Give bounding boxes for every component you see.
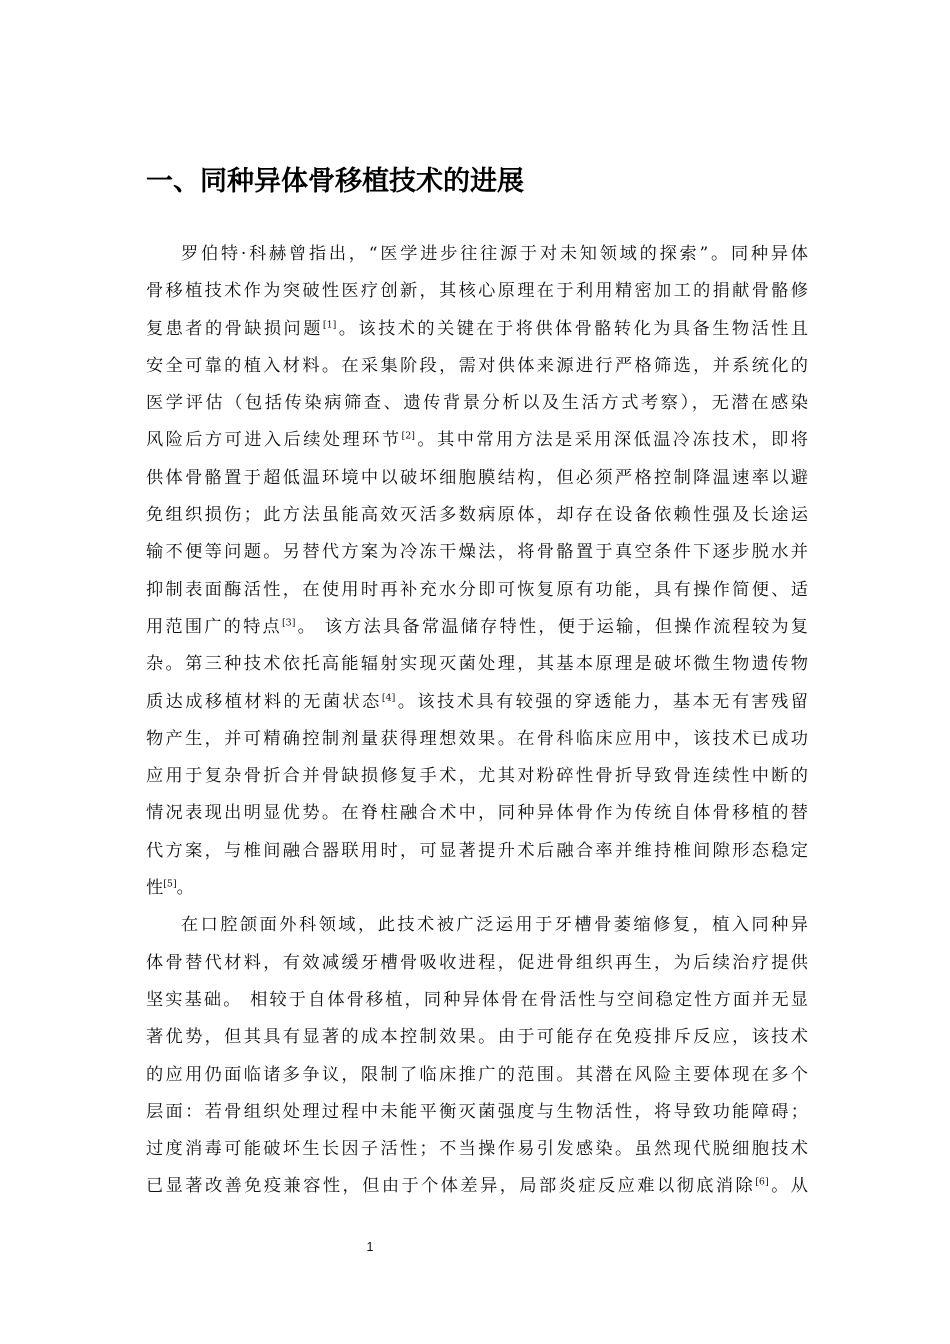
paragraph-line: 已显著改善免疫兼容性，但由于个体差异，局部炎症反应难以彻底消除[6]。从 [146,1176,808,1197]
paragraph-line: 风险后方可进入后续处理环节[2]。其中常用方法是采用深低温冷冻技术，即将 [146,430,808,451]
body-text [146,236,808,1206]
citation-ref: [4] [381,691,396,703]
paragraph-line: 过度消毒可能破坏生长因子活性；不当操作易引发感染。虽然现代脱细胞技术 [146,1139,808,1160]
paragraph-line: 医学评估（包括传染病筛查、遗传背景分析以及生活方式考察），无潜在感染 [146,393,808,414]
citation-ref: [3] [281,617,296,629]
citation-ref: [1] [322,318,337,330]
paragraph-line: 罗伯特·科赫曾指出，“医学进步往往源于对未知领域的探索”。同种异体 [181,244,808,264]
paragraph-line: 层面：若骨组织处理过程中未能平衡灭菌强度与生物活性，将导致功能障碍； [146,1101,808,1122]
paragraph-line: 坚实基础。 相较于自体骨移植，同种异体骨在骨活性与空间稳定性方面并无显 [146,989,808,1010]
paragraph-line: 杂。第三种技术依托高能辐射实现灭菌处理，其基本原理是破坏微生物遗传物 [146,654,808,675]
section-heading: 一、同种异体骨移植技术的进展 [146,166,524,197]
paragraph-line: 在口腔颌面外科领域，此技术被广泛运用于牙槽骨萎缩修复，植入同种异 [181,915,808,936]
paragraph-line: 抑制表面酶活性，在使用时再补充水分即可恢复原有功能，具有操作简便、适 [146,579,808,600]
paragraph-line: 质达成移植材料的无菌状态[4]。该技术具有较强的穿透能力，基本无有害残留 [146,691,808,712]
paragraph-line: 安全可靠的植入材料。在采集阶段，需对供体来源进行严格筛选，并系统化的 [146,355,808,376]
paragraph-line: 免组织损伤；此方法虽能高效灭活多数病原体，却存在设备依赖性强及长途运 [146,505,808,526]
paragraph-line: 著优势，但其具有显著的成本控制效果。由于可能存在免疫排斥反应，该技术 [146,1027,808,1048]
citation-ref: [6] [755,1176,769,1188]
paragraph-line: 情况表现出明显优势。在脊柱融合术中，同种异体骨作为传统自体骨移植的替 [146,803,808,824]
paragraph-line: 体骨替代材料，有效减缓牙槽骨吸收进程，促进骨组织再生，为后续治疗提供 [146,952,808,973]
paragraph-line: 应用于复杂骨折合并骨缺损修复手术，尤其对粉碎性骨折导致骨连续性中断的 [146,766,808,787]
page-number: 1 [366,1240,374,1254]
paragraph-line: 的应用仍面临诸多争议，限制了临床推广的范围。其潜在风险主要体现在多个 [146,1064,808,1085]
paragraph-line: 物产生，并可精确控制剂量获得理想效果。在骨科临床应用中，该技术已成功 [146,728,808,749]
paragraph-line: 骨移植技术作为突破性医疗创新，其核心原理在于利用精密加工的捐献骨骼修 [146,281,808,302]
paragraph-line: 用范围广的特点[3]。 该方法具备常温储存特性，便于运输，但操作流程较为复 [146,616,808,637]
citation-ref: [5] [163,878,177,890]
paragraph-line: 代方案，与椎间融合器联用时，可显著提升术后融合率并维持椎间隙形态稳定 [146,840,808,861]
paragraph-line: 输不便等问题。另替代方案为冷冻干燥法，将骨骼置于真空条件下逐步脱水并 [146,542,808,563]
paragraph-line: 供体骨骼置于超低温环境中以破坏细胞膜结构，但必须严格控制降温速率以避 [146,467,808,488]
citation-ref: [2] [401,430,415,442]
paragraph-line: 复患者的骨缺损问题[1]。该技术的关键在于将供体骨骼转化为具备生物活性且 [146,318,808,339]
paragraph-line: 性[5]。 [146,878,194,899]
